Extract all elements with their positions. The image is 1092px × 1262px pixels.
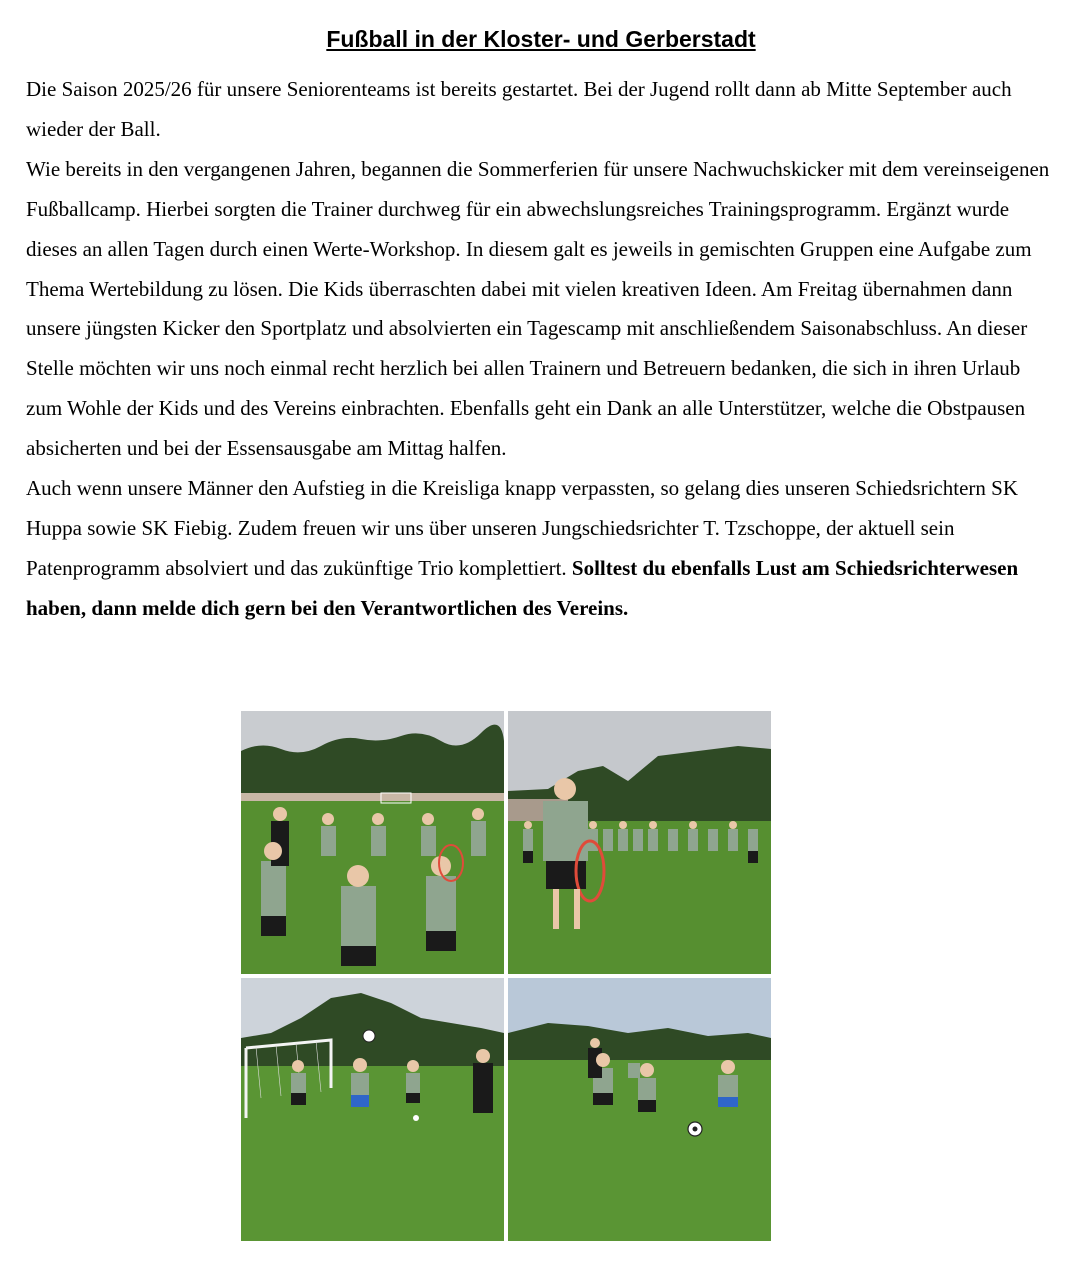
referees-text: Auch wenn unsere Männer den Aufstieg in die Kreisliga knapp verpassten, so gelang dies unseren Schiedsrichtern SK Huppa sowie SK Fiebig. Zudem freuen wir uns über unseren Jungschiedsrichter T. Tzschoppe, der aktuell sein Patenprogramm absolviert und das zukünftige Trio komplettiert. [26, 476, 1018, 580]
photo-kids-running-with-ball [508, 978, 771, 1241]
photo-coach-with-group [508, 711, 771, 974]
paragraph-football-camp: Wie bereits in den vergangenen Jahren, begannen die Sommerferien für unsere Nachwuchskicker mit dem vereinseigenen Fußballcamp. Hierbei sorgten die Trainer durchweg für ein abwechslungsreiches Trainingsprogramm. Ergänzt wurde dieses an allen Tagen durch einen Werte-Workshop. In diesem galt es jeweils in gemischten Gruppen eine Aufgabe zum Thema Wertebildung zu lösen. Die Kids überraschten dabei mit vielen kreativen Ideen. Am Freitag übernahmen dann unsere jüngsten Kicker den Sportplatz und absolvierten ein Tagescamp mit anschließendem Saisonabschluss. An dieser Stelle möchten wir uns noch einmal recht herzlich bei allen Trainern und Betreuern bedanken, die sich in ihren Urlaub zum Wohle der Kids und des Vereins einbrachten. Ebenfalls geht ein Dank an alle Unterstützer, welche die Obstpausen absicherten und bei der Essensausgabe am Mittag halfen. [26, 156, 1050, 461]
paragraph-referees [26, 469, 1056, 629]
photo-kids-circle [241, 711, 504, 974]
referee-call-to-action: Solltest du ebenfalls Lust am Schiedsrichterwesen haben, dann melde dich gern bei den Verantwortlichen des Vereins. [26, 555, 1019, 620]
paragraph-season-start: Die Saison 2025/26 für unsere Seniorenteams ist bereits gestartet. Bei der Jugend rollt dann ab Mitte September auch wieder der Ball. [26, 77, 1012, 141]
page-title: Fußball in der Kloster- und Gerberstadt [326, 26, 756, 52]
document [26, 22, 1056, 629]
photo-collage [241, 711, 771, 1241]
photo-kids-playing-near-goal [241, 978, 504, 1241]
